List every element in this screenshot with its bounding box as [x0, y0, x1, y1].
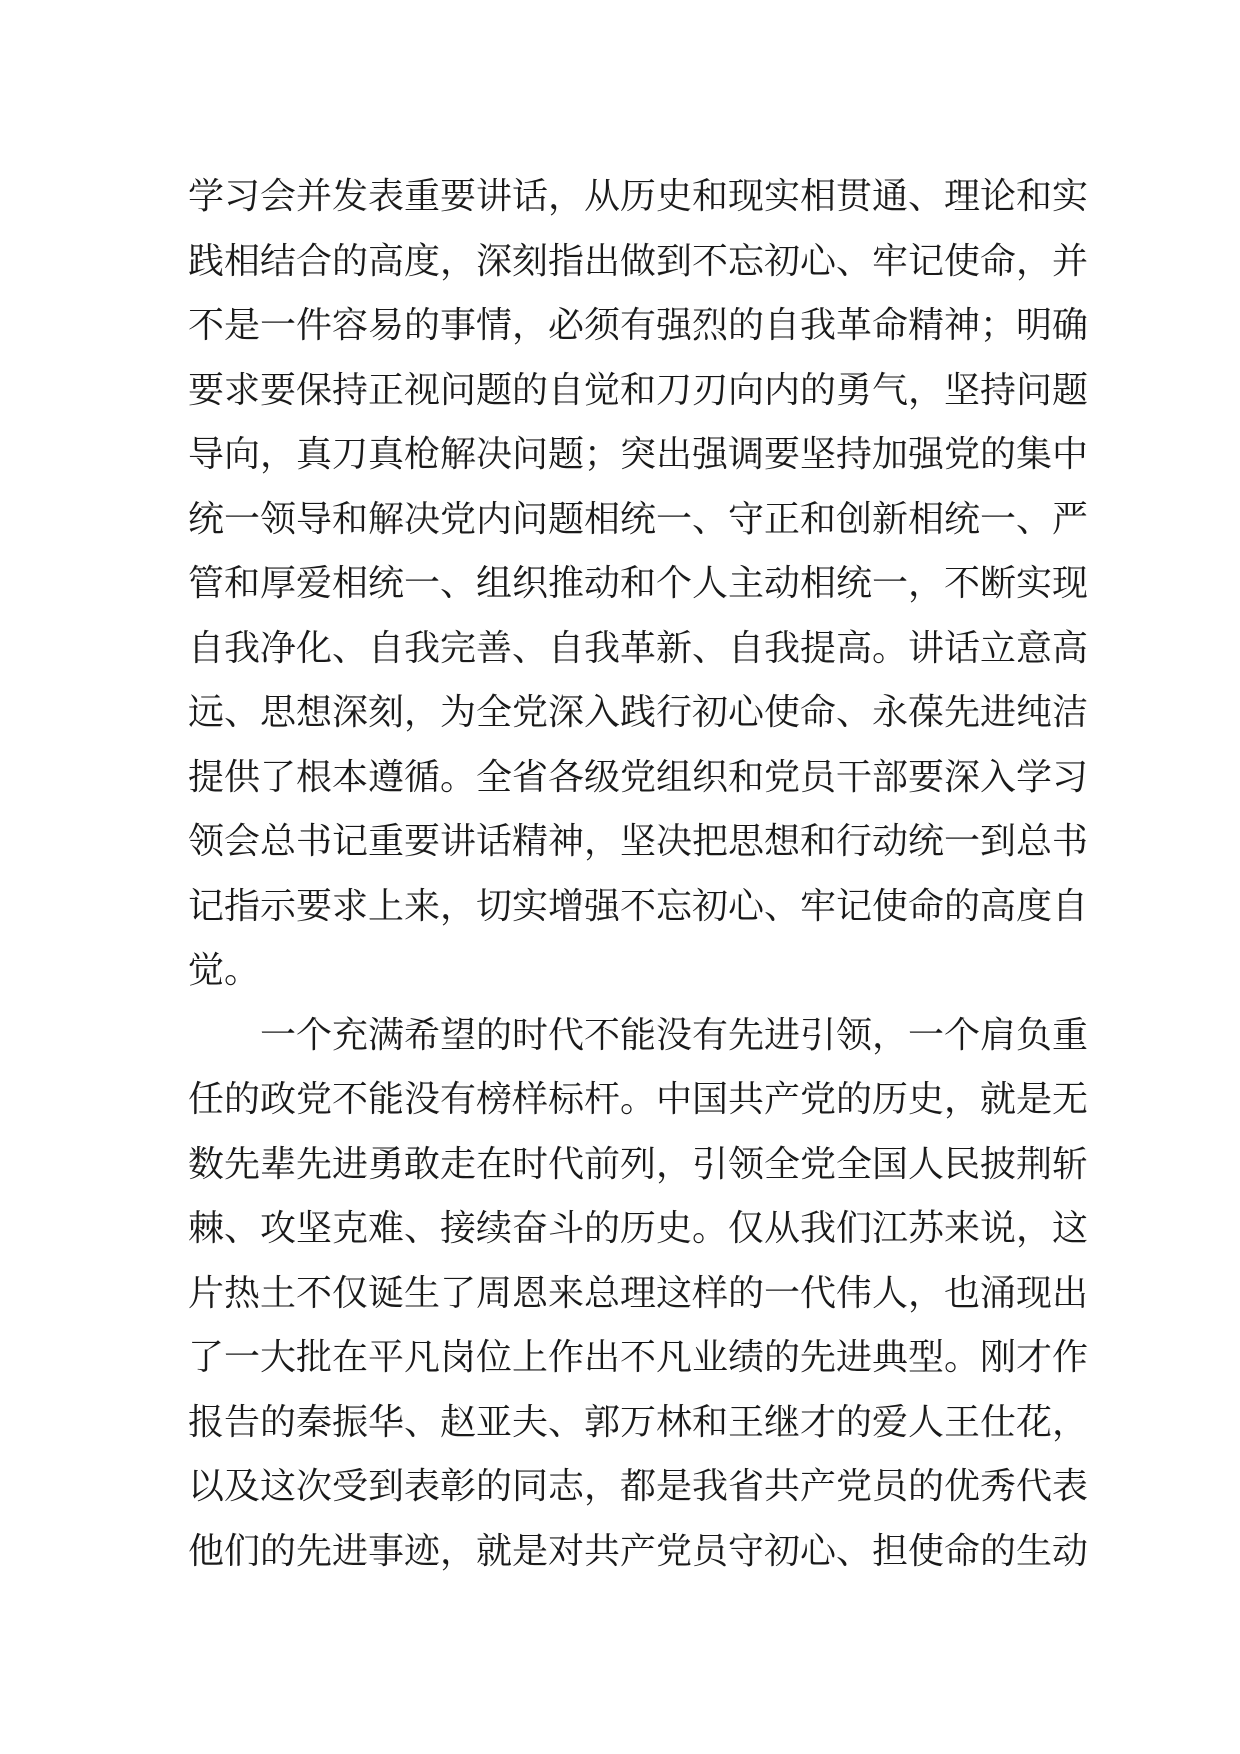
text-line: 自我净化、自我完善、自我革新、自我提高。讲话立意高	[188, 627, 1089, 669]
body-text	[188, 165, 1089, 1584]
text-line: 数先辈先进勇敢走在时代前列，引领全党全国人民披荆斩	[188, 1143, 1089, 1185]
text-line: 学习会并发表重要讲话，从历史和现实相贯通、理论和实	[188, 176, 1089, 217]
text-line: 一个充满希望的时代不能没有先进引领，一个肩负重	[188, 1014, 1089, 1056]
text-line: 导向，真刀真枪解决问题；突出强调要坚持加强党的集中	[188, 434, 1089, 475]
text-line: 践相结合的高度，深刻指出做到不忘初心、牢记使命，并	[188, 240, 1089, 282]
text-line: 报告的秦振华、赵亚夫、郭万林和王继才的爱人王仕花，	[188, 1401, 1089, 1443]
text-line: 要求要保持正视问题的自觉和刀刃向内的勇气，坚持问题	[188, 369, 1089, 411]
text-line: 了一大批在平凡岗位上作出不凡业绩的先进典型。刚才作	[188, 1337, 1089, 1378]
text-line: 片热土不仅诞生了周恩来总理这样的一代伟人，也涌现出	[188, 1272, 1089, 1314]
text-line: 棘、攻坚克难、接续奋斗的历史。仅从我们江苏来说，这	[188, 1208, 1089, 1249]
text-line: 以及这次受到表彰的同志，都是我省共产党员的优秀代表	[188, 1466, 1089, 1507]
text-line: 任的政党不能没有榜样标杆。中国共产党的历史，就是无	[188, 1079, 1089, 1120]
text-line: 管和厚爱相统一、组织推动和个人主动相统一，不断实现	[188, 563, 1089, 604]
text-line: 远、思想深刻，为全党深入践行初心使命、永葆先进纯洁	[188, 692, 1089, 733]
text-line: 统一领导和解决党内问题相统一、守正和创新相统一、严	[188, 498, 1089, 540]
text-line: 领会总书记重要讲话精神，坚决把思想和行动统一到总书	[188, 821, 1089, 862]
text-line: 不是一件容易的事情，必须有强烈的自我革命精神；明确	[188, 305, 1089, 346]
text-line: 提供了根本遵循。全省各级党组织和党员干部要深入学习	[188, 756, 1089, 798]
text-line: 觉。	[188, 950, 261, 991]
text-line: 记指示要求上来，切实增强不忘初心、牢记使命的高度自	[188, 885, 1089, 927]
text-line: 他们的先进事迹，就是对共产党员守初心、担使命的生动	[188, 1530, 1089, 1572]
